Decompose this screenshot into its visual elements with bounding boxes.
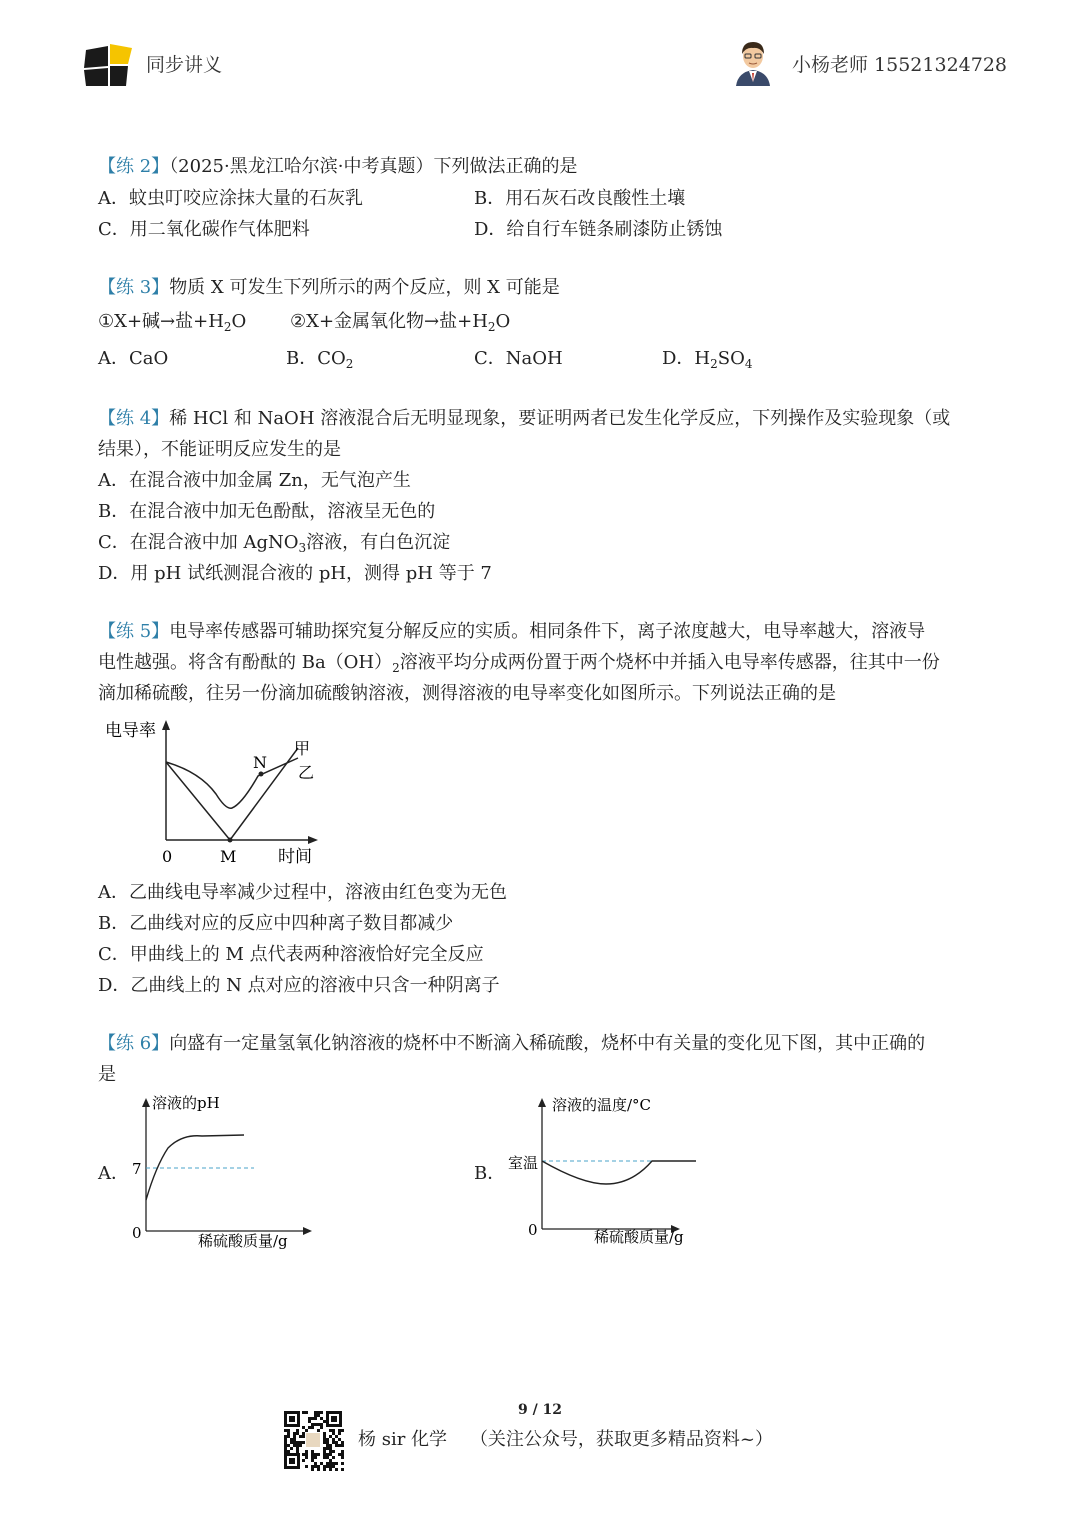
ph-graph [126, 1088, 316, 1254]
q6-option-b-label: B． [474, 1163, 506, 1184]
label-n: N [253, 753, 267, 772]
q6-option-a-label: A． [98, 1163, 129, 1184]
q5-stem-line3: 滴加稀硫酸，往另一份滴加硫酸钠溶液，测得溶液的电导率变化如图所示。下列说法正确的是 [98, 683, 836, 704]
ph-origin: 0 [132, 1224, 142, 1242]
label-jia: 甲 [294, 739, 311, 758]
graph-xlabel: 时间 [278, 847, 312, 867]
q2-tag: 【练 2】 [98, 156, 170, 177]
point-m [228, 838, 233, 843]
q2-option-d: D．给自行车链条刷漆防止锈蚀 [474, 219, 723, 240]
q4-option-b: B．在混合液中加无色酚酞，溶液呈无色的 [98, 501, 436, 522]
q3-reaction-2: ②X+金属氧化物→盐$+H_2O$ [290, 311, 511, 334]
ph-ylabel: 溶液的pH [152, 1094, 220, 1112]
curve-yi [166, 758, 298, 808]
q2-option-b: B．用石灰石改良酸性土壤 [474, 188, 686, 209]
q3-option-c: C．NaOH [474, 348, 563, 369]
q3-tag: 【练 3】 [98, 277, 170, 298]
temp-tick-room: 室温 [508, 1154, 539, 1172]
q5-stem-line1: 【练 5】电导率传感器可辅助探究复分解反应的实质。相同条件下，离子浓度越大，电导率越大，溶液导 [98, 621, 926, 642]
temp-xlabel: 稀硫酸质量/g [594, 1228, 684, 1246]
ph-y-arrow [142, 1098, 150, 1107]
graph-origin: 0 [162, 847, 173, 866]
q3-stem: 【练 3】物质 X 可发生下列所示的两个反应，则 X 可能是 [98, 277, 560, 298]
q4-option-d: D．用 pH 试纸测混合液的 pH，测得 pH 等于 7 [98, 563, 492, 584]
q2-stem: 【练 2】（2025·黑龙江哈尔滨·中考真题）下列做法正确的是 [98, 156, 578, 177]
q4-stem-line2: 结果），不能证明反应发生的是 [98, 439, 341, 460]
q3-option-b: B．$CO_2$ [286, 348, 354, 371]
logo [82, 42, 134, 88]
q3-option-d: D．$H_2SO_4$ [662, 348, 753, 371]
page-number: 9 / 12 [517, 1402, 563, 1418]
ph-x-arrow [303, 1227, 312, 1235]
qr-code [282, 1409, 344, 1471]
footer-note: （关注公众号，获取更多精品资料~） [469, 1429, 774, 1450]
graph-ylabel: 电导率 [105, 721, 156, 741]
q6-tag: 【练 6】 [98, 1033, 170, 1054]
label-yi: 乙 [298, 763, 315, 782]
footer-line [358, 1425, 773, 1451]
temperature-graph [506, 1088, 706, 1254]
q4-tag: 【练 4】 [98, 408, 170, 429]
q5-option-d: D．乙曲线上的 N 点对应的溶液中只含一种阴离子 [98, 975, 500, 996]
q5-stem-line2: 电性越强。将含有酚酞的 $Ba(OH)_2$溶液平均分成两份置于两个烧杯中并插入电导率传感器，往其中一份 [98, 652, 940, 675]
q6-stem-line1: 【练 6】向盛有一定量氢氧化钠溶液的烧杯中不断滴入稀硫酸，烧杯中有关量的变化见下图，其中正确的 [98, 1033, 926, 1054]
label-m: M [220, 847, 237, 866]
temp-curve [542, 1161, 696, 1184]
teacher-avatar [732, 38, 774, 86]
q5-option-a: A．乙曲线电导率减少过程中，溶液由红色变为无色 [98, 882, 507, 903]
conductivity-graph [98, 712, 328, 872]
q4-option-a: A．在混合液中加金属 Zn，无气泡产生 [98, 470, 411, 491]
q5-option-b: B．乙曲线对应的反应中四种离子数目都减少 [98, 913, 454, 934]
header-title: 同步讲义 [146, 54, 223, 76]
point-n [259, 772, 264, 777]
teacher-contact: 小杨老师 15521324728 [792, 54, 1008, 76]
ph-xlabel: 稀硫酸质量/g [198, 1232, 288, 1250]
x-axis-arrow [308, 836, 318, 844]
temp-ylabel: 溶液的温度/°C [552, 1096, 652, 1114]
temp-y-arrow [538, 1098, 546, 1107]
q3-option-a: A．CaO [98, 348, 169, 369]
q5-tag: 【练 5】 [98, 621, 170, 642]
q5-option-c: C．甲曲线上的 M 点代表两种溶液恰好完全反应 [98, 944, 484, 965]
q4-option-c: C．在混合液中加 AgNO$_3$溶液，有白色沉淀 [98, 532, 451, 555]
q6-stem-line2: 是 [98, 1064, 116, 1085]
q2-option-c: C．用二氧化碳作气体肥料 [98, 219, 310, 240]
ph-tick-7: 7 [132, 1160, 142, 1178]
y-axis-arrow [162, 720, 170, 730]
curve-jia [166, 748, 298, 840]
q4-stem-line1: 【练 4】稀 HCl 和 NaOH 溶液混合后无明显现象，要证明两者已发生化学反应，下列操作及实验现象（或 [98, 408, 951, 429]
q2-option-a: A．蚊虫叮咬应涂抹大量的石灰乳 [98, 188, 363, 209]
temp-origin: 0 [528, 1221, 538, 1239]
footer-brand: 杨 sir 化学 [358, 1429, 448, 1450]
q3-reaction-1: ①X+碱→盐$+H_2O$ [98, 311, 247, 334]
